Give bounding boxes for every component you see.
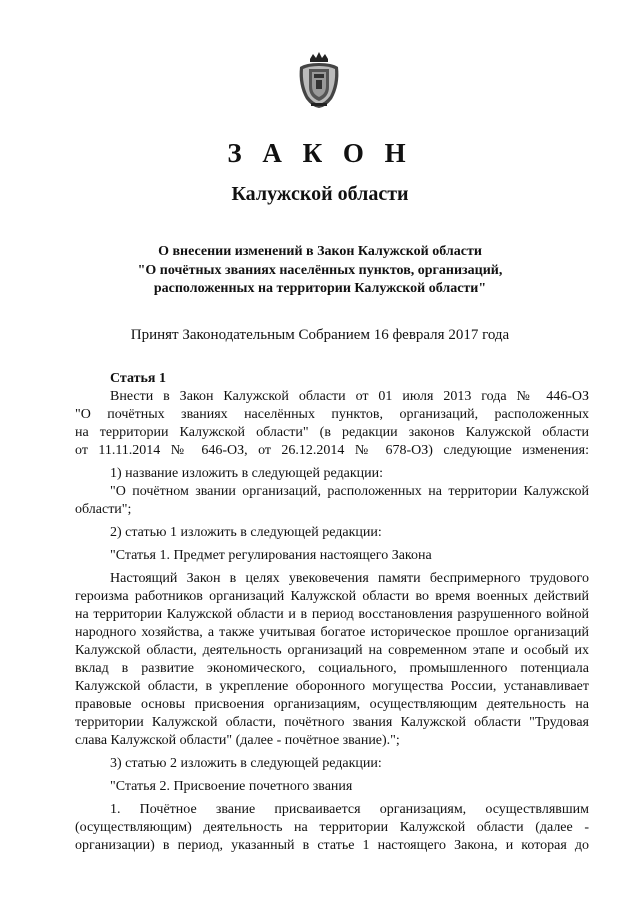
subtitle-line: "О почётных званиях населённых пунктов, организаций, bbox=[137, 262, 503, 278]
body-line: 1) название изложить в следующей редакции: bbox=[110, 466, 384, 481]
body-line: Внести в Закон Калужской области от 01 июля 2013 года № 446-ОЗ bbox=[110, 389, 589, 404]
body-line: на территории Калужской области и в период восстановления разрушенного войной bbox=[75, 607, 589, 622]
document-type-title: З А К О Н bbox=[227, 138, 413, 168]
body-line: от 11.11.2014 № 646-ОЗ, от 26.12.2014 № 678-ОЗ) следующие изменения: bbox=[75, 443, 589, 458]
body-line: Калужской области, деятельность организаций на современном этапе и особый их bbox=[75, 643, 589, 658]
body-line: (осуществляющим) деятельность на территории Калужской области (далее - bbox=[75, 820, 589, 835]
body-line: правовые основы присвоения организациям, осуществляющим деятельность на bbox=[75, 697, 589, 712]
body-line: на территории Калужской области" (в редакции законов Калужской области bbox=[75, 425, 589, 440]
document-region: Калужской области bbox=[231, 183, 409, 205]
body-line: организации) в период, указанный в статье 1 настоящего Закона, и которая до bbox=[75, 838, 589, 853]
body-line: Настоящий Закон в целях увековечения памяти беспримерного трудового bbox=[110, 571, 589, 586]
body-line: 3) статью 2 изложить в следующей редакции: bbox=[110, 756, 382, 771]
body-line: 2) статью 1 изложить в следующей редакции: bbox=[110, 525, 382, 540]
body-line: слава Калужской области" (далее - почётное звание)."; bbox=[75, 733, 400, 748]
body-line: "Статья 1. Предмет регулирования настоящего Закона bbox=[110, 548, 432, 563]
body-line: героизма работников организаций Калужской области во время военных действий bbox=[75, 589, 589, 604]
law-subtitle bbox=[0, 243, 640, 299]
body-line: 1. Почётное звание присваивается организациям, осуществлявшим bbox=[110, 802, 589, 817]
body-line: "Статья 2. Присвоение почетного звания bbox=[110, 779, 353, 794]
body-line: вклад в развитие экономического, социального, промышленного потенциала bbox=[75, 661, 589, 676]
subtitle-line: расположенных на территории Калужской области" bbox=[153, 281, 487, 296]
adoption-statement: Принят Законодательным Собранием 16 февраля 2017 года bbox=[130, 327, 510, 343]
article-heading: Статья 1 bbox=[110, 371, 166, 386]
body-line: "О почётном звании организаций, расположенных на территории Калужской bbox=[110, 484, 589, 499]
body-line: территории Калужской области, почётного звания Калужской области "Трудовая bbox=[75, 715, 589, 730]
coat-of-arms-icon bbox=[296, 51, 342, 109]
subtitle-line: О внесении изменений в Закон Калужской области bbox=[158, 244, 482, 259]
body-line: "О почётных званиях населённых пунктов, организаций, расположенных bbox=[75, 407, 589, 422]
body-line: Калужской области, в укрепление оборонного могущества России, устанавливает bbox=[75, 679, 589, 694]
body-line: народного хозяйства, а также учитывая богатое историческое прошлое организаций bbox=[75, 625, 589, 640]
body-line: области"; bbox=[75, 502, 132, 517]
